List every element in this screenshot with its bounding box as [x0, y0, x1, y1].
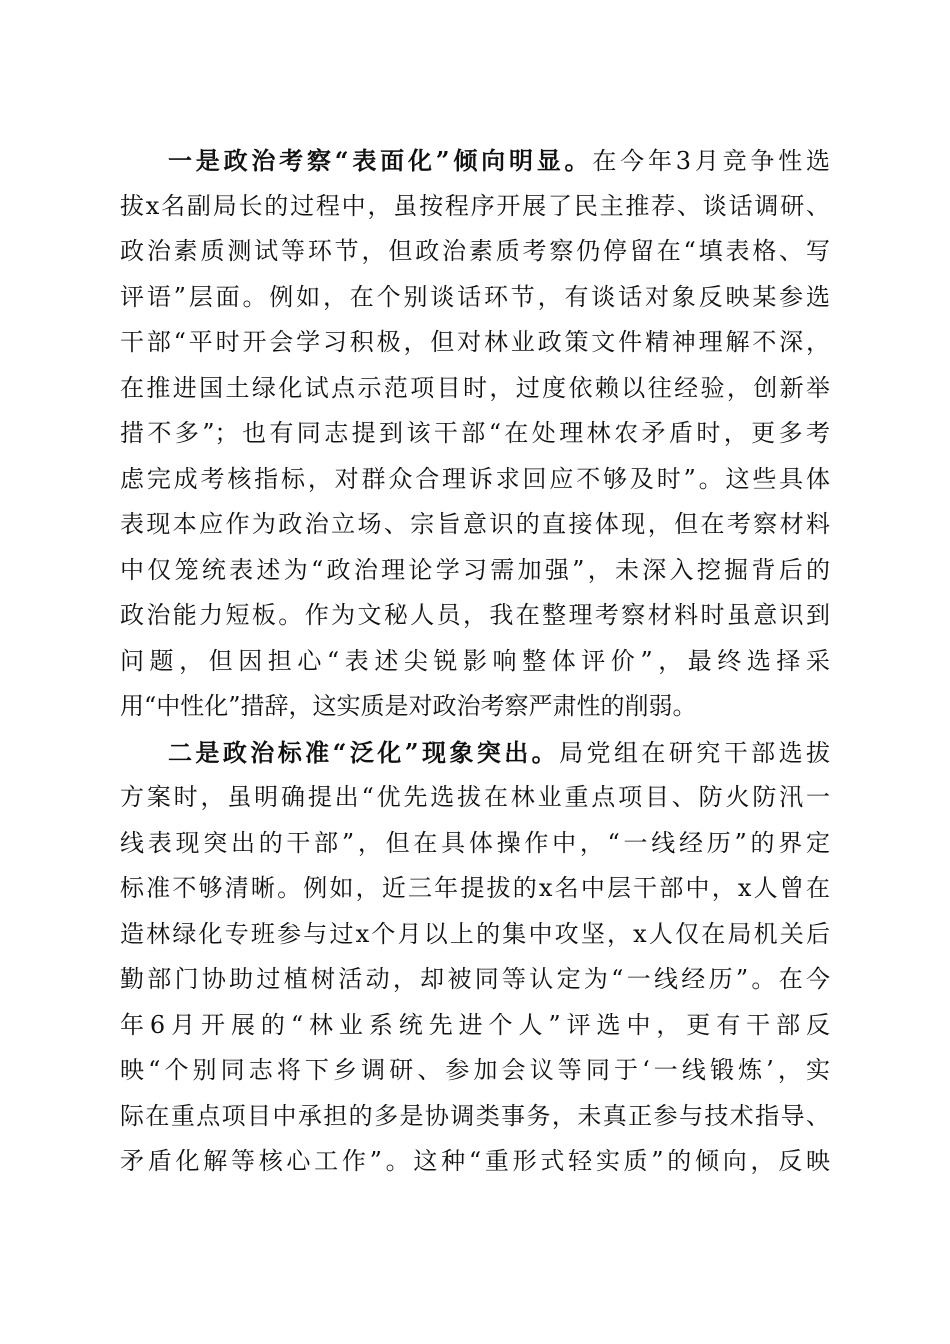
- paragraph-line: 表现本应作为政治立场、宗旨意识的直接体现，但在考察材料: [120, 510, 830, 538]
- paragraph-line: 虑完成考核指标，对群众合理诉求回应不够及时”。这些具体: [120, 464, 830, 493]
- paragraph-line: 干部“平时开会学习积极，但对林业政策文件精神理解不深，: [120, 328, 830, 356]
- paragraph-lead: 二是政治标准“泛化”现象突出。: [168, 737, 560, 767]
- paragraph-line: 方案时，虽明确提出“优先选拔在林业重点项目、防火防汛一: [120, 783, 830, 811]
- paragraph-line: 年6月开展的“林业系统先进个人”评选中，更有干部反: [120, 1010, 830, 1039]
- paragraph-lead: 一是政治考察“表面化”倾向明显。: [168, 146, 593, 175]
- paragraph-line: 际在重点项目中承担的多是协调类事务，未真正参与技术指导、: [120, 1101, 830, 1130]
- paragraph-line: 映“个别同志将下乡调研、参加会议等同于‘一线锻炼’，实: [120, 1056, 830, 1084]
- paragraph-line: 评语”层面。例如，在个别谈话环节，有谈话对象反映某参选: [120, 282, 830, 311]
- paragraph-line: 拔x名副局长的过程中，虽按程序开展了民主推荐、谈话调研、: [120, 191, 830, 220]
- paragraph-line: 问题，但因担心“表述尖锐影响整体评价”，最终选择采: [120, 646, 830, 675]
- paragraph-political-inspection: [120, 138, 830, 730]
- paragraph-line: [120, 138, 830, 184]
- paragraph-line: 中仅笼统表述为“政治理论学习需加强”，未深入挖掘背后的: [120, 555, 830, 584]
- paragraph-line: 措不多”；也有同志提到该干部“在处理林农矛盾时，更多考: [120, 419, 830, 447]
- line-text: 在今年3月竞争性选: [592, 147, 830, 175]
- paragraph-line: [120, 730, 830, 776]
- paragraph-line: 政治能力短板。作为文秘人员，我在整理考察材料时虽意识到: [120, 601, 830, 629]
- paragraph-line: 政治素质测试等环节，但政治素质考察仍停留在“填表格、写: [120, 237, 830, 265]
- paragraph-line: 勤部门协助过植树活动，却被同等认定为“一线经历”。在今: [120, 965, 830, 993]
- paragraph-political-standard: [120, 730, 830, 1185]
- document-body: [120, 138, 830, 1185]
- paragraph-line: 矛盾化解等核心工作”。这种“重形式轻实质”的倾向，反映: [120, 1147, 830, 1175]
- paragraph-line: 线表现突出的干部”，但在具体操作中，“一线经历”的界定: [120, 828, 830, 857]
- line-text: 局党组在研究干部选拔: [559, 738, 831, 767]
- paragraph-line: 用“中性化”措辞，这实质是对政治考察严肃性的削弱。: [120, 692, 697, 720]
- paragraph-line: 造林绿化专班参与过x个月以上的集中攻坚，x人仅在局机关后: [120, 919, 830, 948]
- paragraph-line: 在推进国土绿化试点示范项目时，过度依赖以往经验，创新举: [120, 373, 830, 402]
- paragraph-line: 标准不够清晰。例如，近三年提拔的x名中层干部中，x人曾在: [120, 874, 830, 902]
